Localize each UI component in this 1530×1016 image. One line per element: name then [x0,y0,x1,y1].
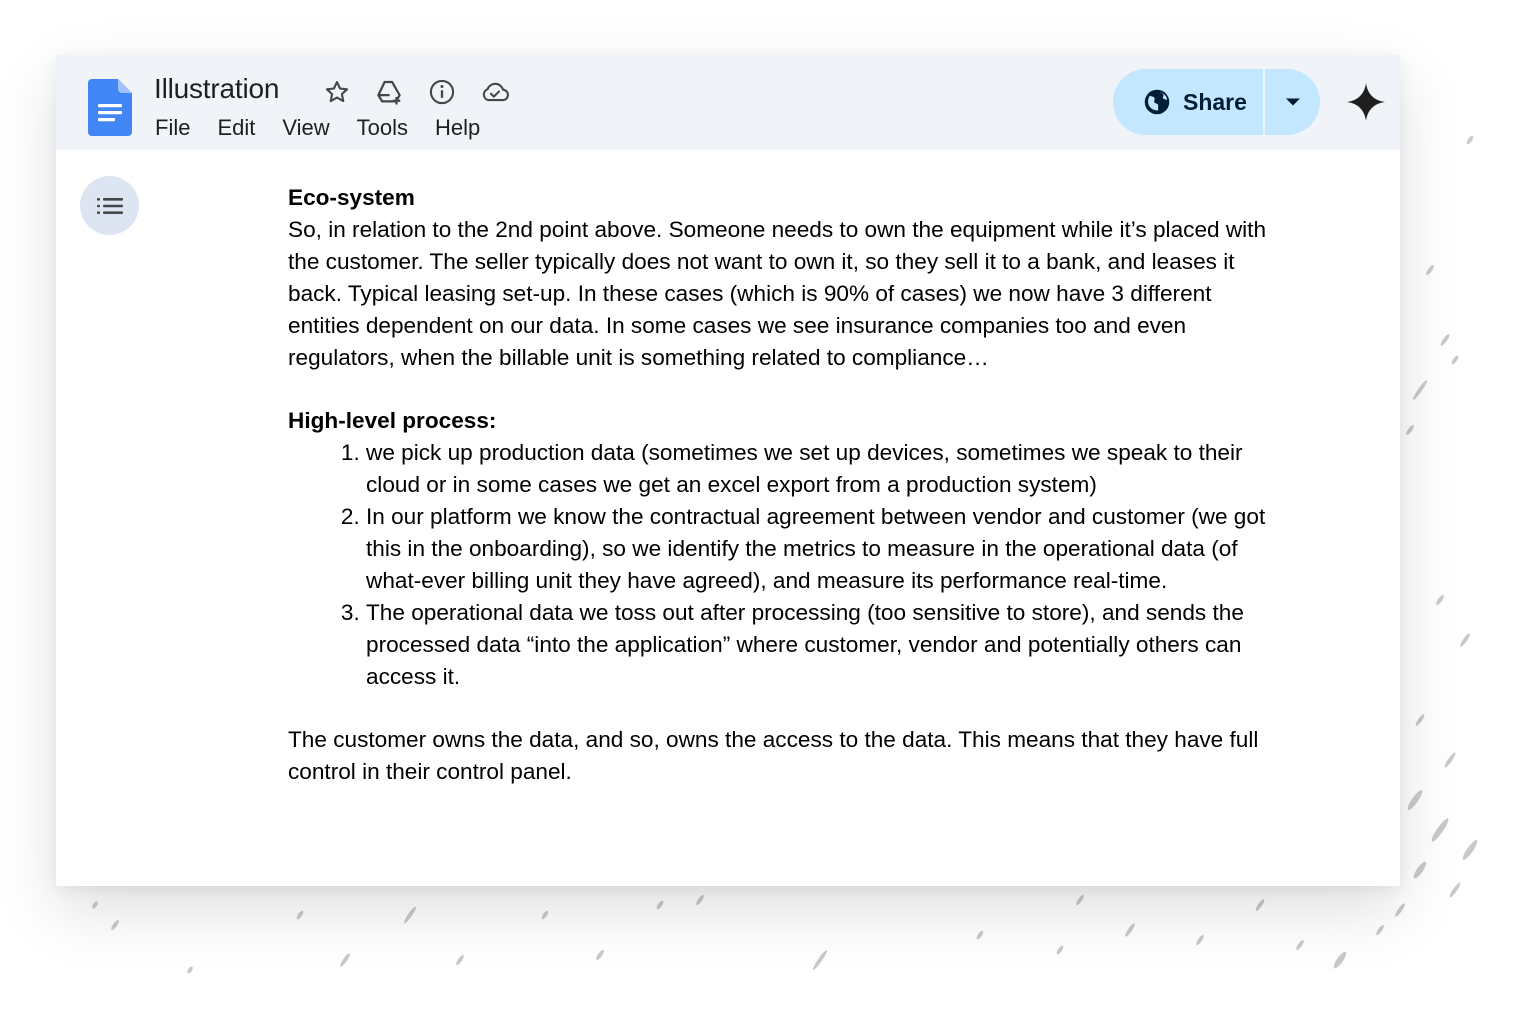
process-list [288,437,1288,692]
share-button-group [1113,69,1320,135]
list-item: 2. In our platform we know the contractual agreement between vendor and customer (we got this in the onboarding), so we identify the metrics to measure in the operational data (of what-ever billing unit they have agreed), and measure its performance real-time. [366,501,1288,597]
document-outline-button[interactable] [80,176,139,235]
cloud-saved-icon[interactable] [480,77,510,107]
list-item: 3. The operational data we toss out after processing (too sensitive to store), and sends the processed data “into the application” where customer, vendor and potentially others can access it. [366,597,1288,693]
menu-file[interactable]: File [155,115,191,140]
menu-help[interactable]: Help [435,115,481,140]
list-item: 1. we pick up production data (sometimes we set up devices, sometimes we speak to their cloud or in some cases we get an excel export from a production system) [366,437,1288,501]
top-bar [56,55,1400,150]
closing-paragraph: The customer owns the data, and so, owns the access to the data. This means that they have full control in their control panel. [288,727,1259,785]
document-title[interactable]: Illustration [154,73,280,104]
share-button[interactable] [1113,69,1263,135]
blank-line [288,373,1288,405]
process-heading: High-level process: [288,408,497,434]
docs-window [56,55,1400,886]
eco-system-heading: Eco-system [288,185,415,210]
document-outline-icon [96,196,124,216]
share-label: Share [1183,88,1247,115]
info-icon[interactable] [427,77,457,107]
gemini-sparkle-icon[interactable] [1346,82,1386,122]
menu-view[interactable]: View [282,115,330,140]
menu-edit[interactable]: Edit [217,115,256,140]
star-icon[interactable] [322,77,352,107]
blank-line [288,692,1288,724]
menu-tools[interactable]: Tools [356,115,409,140]
google-docs-logo-icon[interactable] [88,79,132,136]
share-dropdown-button[interactable] [1265,69,1320,135]
caret-down-icon [1285,97,1301,107]
menu-bar [155,115,507,141]
eco-system-paragraph: So, in relation to the 2nd point above. Someone needs to own the equipment while it’s placed with the customer. The seller typically does not want to own it, so they sell it to a bank, and leases it back. Typical leasing set-up. In these cases (which is 90% of cases) we now have 3 different entities dependent on our data. In some cases we see insurance companies too and even regulators, when the billable unit is something related to compliance… [288,216,1267,370]
move-to-drive-icon[interactable] [374,77,404,107]
globe-icon [1143,88,1171,116]
document-body[interactable] [288,182,1288,788]
